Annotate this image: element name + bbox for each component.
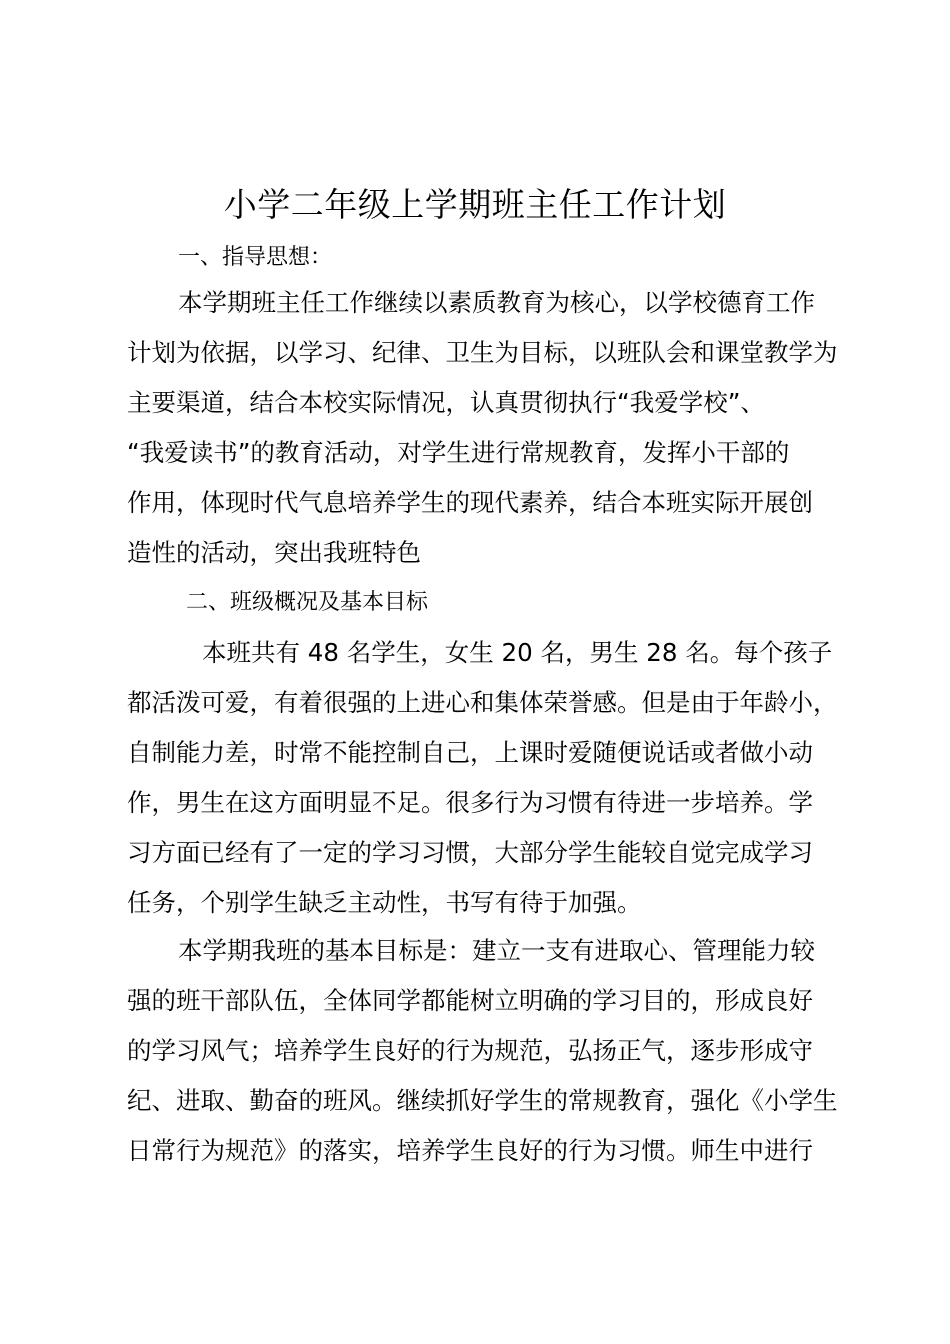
paragraph-line: 纪、进取、勤奋的班风。继续抓好学生的常规教育，强化《小学生 bbox=[127, 1086, 838, 1115]
paragraph-line: 的学习风气；培养学生良好的行为规范，弘扬正气，逐步形成守 bbox=[127, 1036, 813, 1065]
paragraph-line: 造性的活动，突出我班特色 bbox=[127, 538, 421, 567]
document-title: 小学二年级上学期班主任工作计划 bbox=[223, 185, 727, 224]
section-heading-class-overview: 二、班级概况及基本目标 bbox=[186, 590, 429, 615]
paragraph-line: “我爱读书”的教育活动，对学生进行常规教育，发挥小干部的 bbox=[127, 438, 790, 467]
section-heading-guiding-ideology: 一、指导思想： bbox=[178, 245, 333, 270]
paragraph-line: 作，男生在这方面明显不足。很多行为习惯有待进一步培养。学 bbox=[127, 788, 813, 817]
paragraph-line: 任务，个别学生缺乏主动性，书写有待于加强。 bbox=[127, 888, 642, 917]
paragraph-line: 作用，体现时代气息培养学生的现代素养，结合本班实际开展创 bbox=[127, 488, 813, 517]
paragraph-line: 本学期我班的基本目标是：建立一支有进取心、管理能力较 bbox=[178, 936, 815, 965]
paragraph-line: 本学期班主任工作继续以素质教育为核心，以学校德育工作 bbox=[178, 288, 815, 317]
paragraph-line: 日常行为规范》的落实，培养学生良好的行为习惯。师生中进行 bbox=[127, 1136, 813, 1165]
paragraph-line: 都活泼可爱，有着很强的上进心和集体荣誉感。但是由于年龄小， bbox=[127, 688, 838, 717]
paragraph-line: 本班共有 48 名学生，女生 20 名，男生 28 名。每个孩子 bbox=[202, 638, 833, 667]
paragraph-line: 主要渠道，结合本校实际情况，认真贯彻执行“我爱学校”、 bbox=[127, 388, 765, 417]
paragraph-line: 计划为依据，以学习、纪律、卫生为目标，以班队会和课堂教学为 bbox=[127, 338, 838, 367]
paragraph-line: 强的班干部队伍，全体同学都能树立明确的学习目的，形成良好 bbox=[127, 986, 813, 1015]
paragraph-line: 习方面已经有了一定的学习习惯，大部分学生能较自觉完成学习 bbox=[127, 838, 813, 867]
paragraph-line: 自制能力差，时常不能控制自己，上课时爱随便说话或者做小动 bbox=[127, 738, 813, 767]
